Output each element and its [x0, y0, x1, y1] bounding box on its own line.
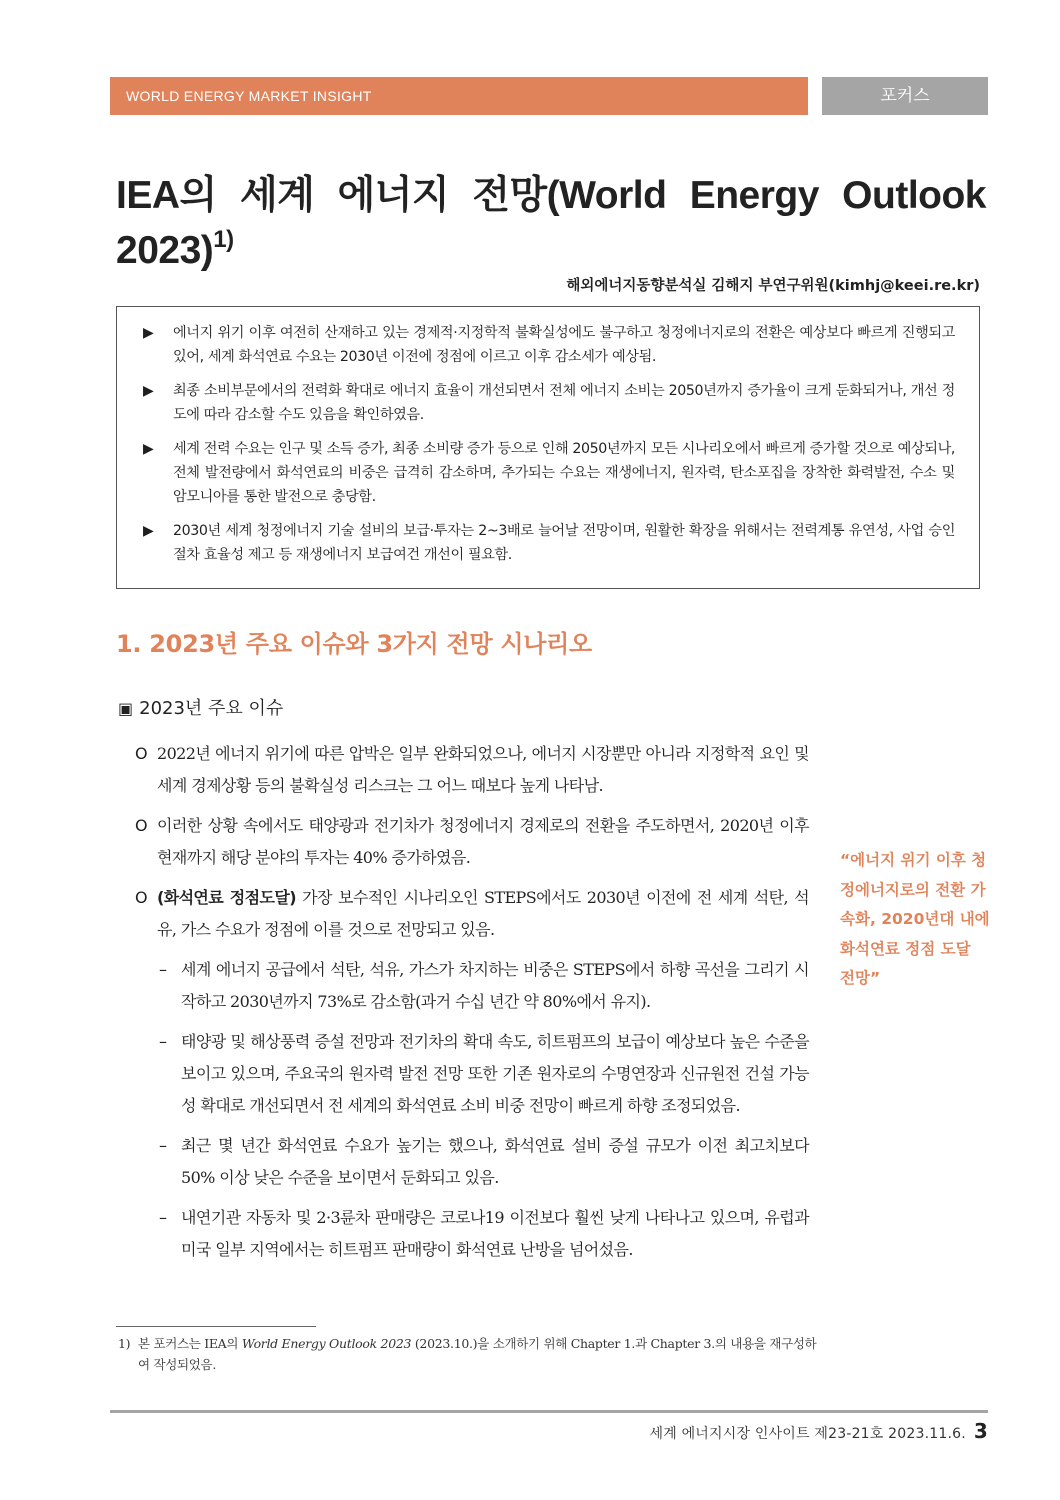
- section-heading: 1. 2023년 주요 이슈와 3가지 전망 시나리오: [116, 630, 592, 658]
- sub-paragraph-text: 태양광 및 해상풍력 증설 전망과 전기차의 확대 속도, 히트펌프의 보급이 예상보다 높은 수준을 보이고 있으며, 주요국의 원자력 발전 전망 또한 기존 원자로의 수명연장과 신규원전 건설 가능성 확대로 개선되면서 전 세계의 화석연료 소비 비중 전망이 빠르게 하향 조정되었음.: [181, 1032, 809, 1115]
- author-line: 해외에너지동향분석실 김해지 부연구위원(kimhj@keei.re.kr): [566, 278, 980, 294]
- body-text: [135, 738, 809, 1274]
- title-footnote-ref[interactable]: 1): [213, 226, 234, 253]
- footnote-divider: [116, 1326, 316, 1327]
- page-title: [116, 168, 986, 278]
- summary-box: [116, 306, 980, 589]
- footer-divider: [110, 1410, 988, 1413]
- circle-bullet-icon: O: [135, 816, 147, 835]
- dash-bullet-icon: –: [159, 1208, 167, 1227]
- paragraph: [135, 882, 809, 946]
- summary-text: 에너지 위기 이후 여전히 산재하고 있는 경제적·지정학적 불확실성에도 불구하고 청정에너지로의 전환은 예상보다 빠르게 진행되고 있어, 세계 화석연료 수요는 2030년 이전에 정점에 이르고 이후 감소세가 예상됨.: [173, 325, 955, 365]
- page-footer: [649, 1419, 988, 1443]
- summary-item: [143, 437, 955, 509]
- footnote: [118, 1333, 818, 1375]
- sub-paragraph: [135, 1202, 809, 1266]
- arrow-bullet-icon: ▶: [143, 523, 154, 539]
- page-number: 3: [973, 1419, 988, 1443]
- paragraph-text: [157, 882, 809, 946]
- paragraph: [135, 738, 809, 802]
- title-text: IEA의 세계 에너지 전망(World Energy Outlook 2023): [116, 174, 986, 272]
- series-banner: WORLD ENERGY MARKET INSIGHT: [110, 77, 808, 115]
- footnote-publication-title: World Energy Outlook 2023: [241, 1336, 412, 1351]
- paragraph-lead: (화석연료 정점도달): [157, 888, 296, 907]
- summary-item: [143, 519, 955, 567]
- sub-paragraph: [135, 1026, 809, 1122]
- footnote-text-post: (2023.10.)을 소개하기 위해 Chapter 1.과 Chapter 3.의 내용을 재구성하여 작성되었음.: [138, 1336, 817, 1372]
- dash-bullet-icon: –: [159, 960, 167, 979]
- arrow-bullet-icon: ▶: [143, 441, 154, 457]
- dash-bullet-icon: –: [159, 1136, 167, 1155]
- arrow-bullet-icon: ▶: [143, 383, 154, 399]
- summary-text: 2030년 세계 청정에너지 기술 설비의 보급·투자는 2~3배로 늘어날 전망이며, 원활한 확장을 위해서는 전력계통 유연성, 사업 승인 절차 효율성 제고 등 재생에너지 보급여건 개선이 필요함.: [173, 523, 955, 563]
- pull-quote: “에너지 위기 이후 청정에너지로의 전환 가속화, 2020년대 내에 화석연료 정점 도달 전망”: [840, 851, 990, 987]
- section-tag: 포커스: [822, 77, 988, 115]
- subheading-text: 2023년 주요 이슈: [139, 698, 284, 719]
- footnote-text-pre: 본 포커스는 IEA의: [138, 1336, 242, 1351]
- paragraph-body: 가장 보수적인 시나리오인 STEPS에서도 2030년 이전에 전 세계 석탄, 석유, 가스 수요가 정점에 이를 것으로 전망되고 있음.: [157, 888, 810, 939]
- summary-text: 최종 소비부문에서의 전력화 확대로 에너지 효율이 개선되면서 전체 에너지 소비는 2050년까지 증가율이 크게 둔화되거나, 개선 정도에 따라 감소할 수도 있음을 확인하였음.: [173, 383, 955, 423]
- footnote-text: [138, 1333, 818, 1375]
- dash-bullet-icon: –: [159, 1032, 167, 1051]
- summary-item: [143, 321, 955, 369]
- paragraph-text: 2022년 에너지 위기에 따른 압박은 일부 완화되었으나, 에너지 시장뿐만 아니라 지정학적 요인 및 세계 경제상황 등의 불확실성 리스크는 그 어느 때보다 높게 나타남.: [157, 744, 809, 795]
- publication-info: 세계 에너지시장 인사이트 제23-21호 2023.11.6.: [649, 1426, 966, 1442]
- subheading: [118, 694, 283, 720]
- summary-text: 세계 전력 수요는 인구 및 소득 증가, 최종 소비량 증가 등으로 인해 2050년까지 모든 시나리오에서 빠르게 증가할 것으로 예상되나, 전체 발전량에서 화석연료의 비중은 급격히 감소하며, 추가되는 수요는 재생에너지, 원자력, 탄소포집을 장착한 화력발전, 수소 및 암모니아를 통한 발전으로 충당함.: [173, 441, 955, 505]
- circle-bullet-icon: O: [135, 744, 147, 763]
- sub-paragraph-text: 내연기관 자동차 및 2·3륜차 판매량은 코로나19 이전보다 훨씬 낮게 나타나고 있으며, 유럽과 미국 일부 지역에서는 히트펌프 판매량이 화석연료 난방을 넘어섰음.: [181, 1208, 809, 1259]
- sub-paragraph-text: 최근 몇 년간 화석연료 수요가 높기는 했으나, 화석연료 설비 증설 규모가 이전 최고치보다 50% 이상 낮은 수준을 보이면서 둔화되고 있음.: [181, 1136, 809, 1187]
- summary-item: [143, 379, 955, 427]
- paragraph-text: 이러한 상황 속에서도 태양광과 전기차가 청정에너지 경제로의 전환을 주도하면서, 2020년 이후 현재까지 해당 분야의 투자는 40% 증가하였음.: [157, 816, 809, 867]
- square-bullet-icon: ▣: [118, 699, 134, 718]
- circle-bullet-icon: O: [135, 888, 147, 907]
- sub-paragraph: [135, 1130, 809, 1194]
- arrow-bullet-icon: ▶: [143, 325, 154, 341]
- paragraph: [135, 810, 809, 874]
- sub-paragraph: [135, 954, 809, 1018]
- sub-paragraph-text: 세계 에너지 공급에서 석탄, 석유, 가스가 차지하는 비중은 STEPS에서 하향 곡선을 그리기 시작하고 2030년까지 73%로 감소함(과거 수십 년간 약 80%에서 유지).: [181, 960, 809, 1011]
- footnote-number: 1): [118, 1336, 131, 1351]
